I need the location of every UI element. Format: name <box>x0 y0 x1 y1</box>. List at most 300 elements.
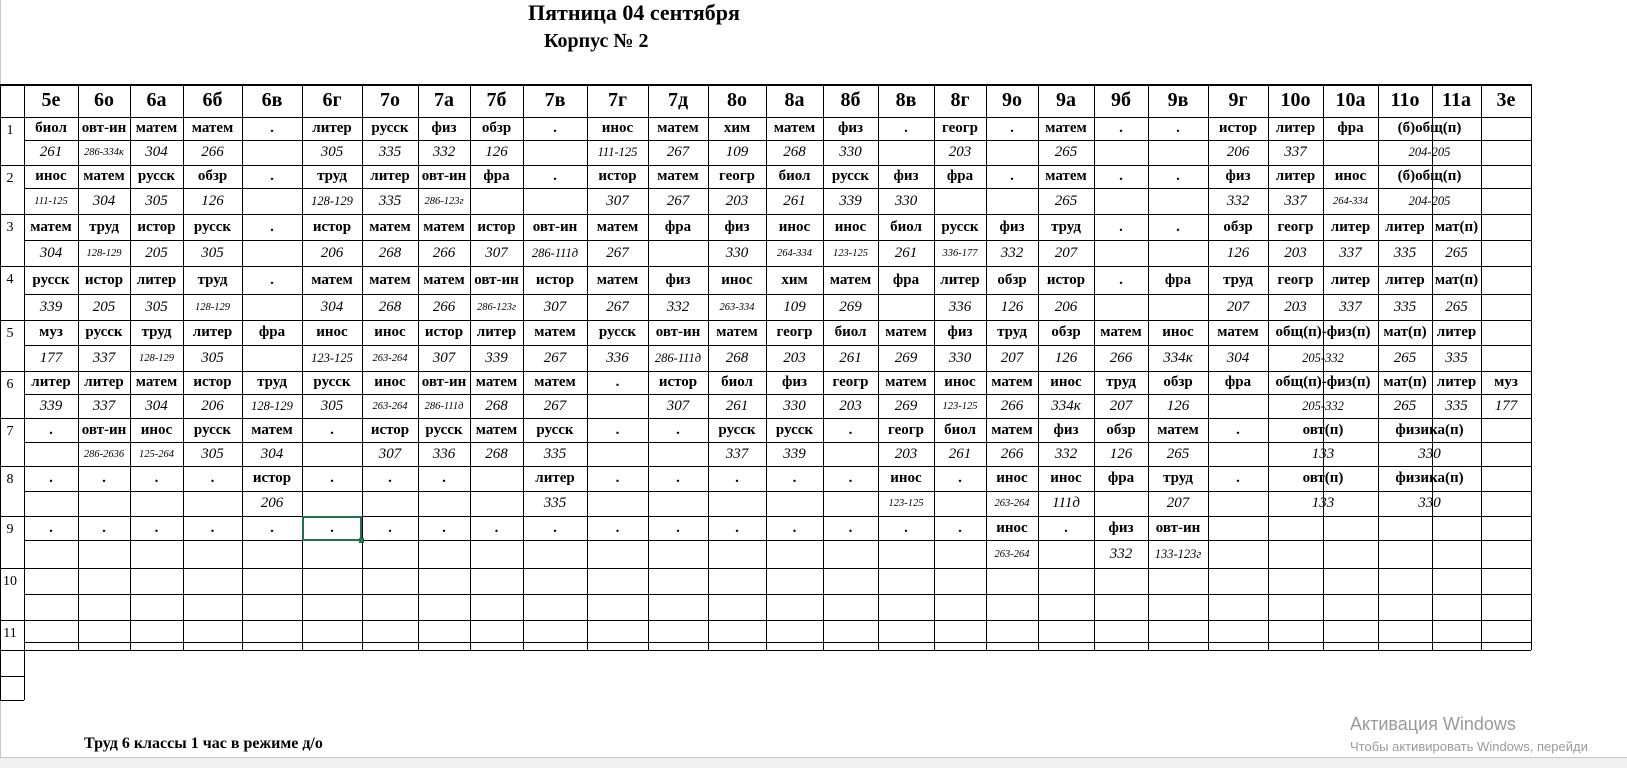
room-cell: 267 <box>666 144 690 160</box>
subject-cell: . <box>615 519 620 536</box>
subject-cell: . <box>848 421 853 438</box>
subject-cell: матем <box>773 120 816 136</box>
subject-cell: инос <box>316 324 348 340</box>
room-cell: 206 <box>1226 144 1250 160</box>
subject-cell: русск <box>775 421 814 438</box>
room-cell: 268 <box>378 298 402 315</box>
subject-cell: обзр <box>1051 324 1081 340</box>
subject-cell: овт-ин <box>474 271 519 288</box>
room-cell: 128-129 <box>139 352 174 364</box>
subject-cell: овт-ин <box>81 421 127 438</box>
room-cell: 263-264 <box>994 498 1030 509</box>
subject-cell: геогр <box>776 324 813 340</box>
room-cell: 330 <box>948 349 972 366</box>
room-cell: 207 <box>1109 397 1133 414</box>
room-cell: 267 <box>543 349 567 366</box>
room-cell: 330 <box>839 144 862 160</box>
subject-cell: фра <box>946 168 974 184</box>
class-header: 7в <box>544 89 566 111</box>
subject-cell: . <box>270 519 274 536</box>
subject-cell: геогр <box>888 421 924 438</box>
subject-cell: . <box>388 519 392 536</box>
room-cell: 261 <box>783 192 806 209</box>
subject-cell: инос <box>1162 324 1194 340</box>
subject-cell: инос <box>834 218 867 235</box>
subject-cell: инос <box>374 324 406 340</box>
room-cell: 126 <box>201 192 224 209</box>
subject-cell: . <box>1119 168 1123 184</box>
subject-cell: фра <box>258 324 286 340</box>
lesson-number: 2 <box>6 171 14 186</box>
room-cell: 267 <box>606 244 629 261</box>
room-cell: 269 <box>894 397 918 414</box>
subject-cell: инос <box>944 374 976 390</box>
room-cell: 207 <box>1000 349 1024 366</box>
subject-cell: физ <box>431 120 457 136</box>
subject-cell: русск <box>193 421 232 438</box>
room-cell: 307 <box>543 298 567 315</box>
subject-cell: русск <box>137 168 176 184</box>
room-cell: 207 <box>1226 298 1250 315</box>
subject-cell: мат(п) <box>1434 218 1479 235</box>
subject-cell: физ <box>893 168 919 184</box>
room-cell: 337 <box>1284 144 1307 160</box>
subject-cell: литер <box>1436 374 1477 390</box>
room-cell: 335 <box>1445 397 1468 414</box>
subject-cell: . <box>102 519 106 536</box>
subject-cell: овт-ин <box>532 218 578 235</box>
class-header: 6а <box>146 89 167 111</box>
subject-cell: русск <box>831 168 870 184</box>
subject-cell: истор <box>252 470 292 486</box>
room-cell: 332 <box>432 144 456 160</box>
subject-cell: . <box>1010 168 1014 184</box>
subject-cell: мат(п) <box>1434 271 1479 288</box>
room-cell: 335 <box>378 192 402 209</box>
class-header: 9г <box>1228 89 1248 111</box>
room-cell: 128-129 <box>86 247 122 259</box>
subject-cell: матем <box>534 374 576 390</box>
selected-cell[interactable] <box>302 516 362 541</box>
subject-cell: . <box>792 519 797 536</box>
room-cell: 304 <box>145 144 168 160</box>
subject-cell: литер <box>192 324 233 340</box>
class-header: 7б <box>486 89 507 111</box>
room-cell: 330 <box>1418 495 1441 511</box>
subject-cell: литер <box>1385 271 1425 288</box>
subject-cell: литер <box>535 470 575 486</box>
grid-vline <box>24 650 25 700</box>
subject-cell: физ <box>1225 168 1251 184</box>
room-cell: 337 <box>725 445 749 462</box>
subject-cell: фра <box>1107 470 1135 486</box>
class-header: 9а <box>1056 89 1076 111</box>
subject-cell: . <box>904 519 908 536</box>
class-header: 5е <box>41 89 61 111</box>
lesson-number: 3 <box>6 220 14 235</box>
subject-cell: . <box>494 519 499 536</box>
subject-cell: . <box>1064 519 1068 536</box>
subject-cell: хим <box>781 271 808 288</box>
room-cell: 336 <box>606 349 629 366</box>
subject-cell: геогр <box>832 374 869 390</box>
room-cell: 203 <box>1284 298 1307 315</box>
subject-cell: литер <box>84 374 124 390</box>
room-cell: 261 <box>839 349 862 366</box>
subject-cell: матем <box>135 120 178 136</box>
class-header: 11а <box>1442 89 1471 111</box>
room-cell: 206 <box>260 495 284 511</box>
room-cell: 266 <box>1000 397 1024 414</box>
room-cell: 177 <box>39 349 63 366</box>
subject-cell: . <box>102 470 106 486</box>
room-cell: 261 <box>894 244 918 261</box>
lesson-number: 1 <box>6 123 14 138</box>
subject-cell: матем <box>251 421 293 438</box>
class-header: 6в <box>261 89 283 111</box>
room-cell: 305 <box>320 397 344 414</box>
room-cell: 268 <box>378 244 402 261</box>
room-cell: 206 <box>1054 298 1078 315</box>
grid-hline <box>24 594 1531 595</box>
room-cell: 128-129 <box>195 301 230 313</box>
room-cell: 330 <box>894 192 918 209</box>
subject-cell: литер <box>1275 120 1316 136</box>
subject-cell: инос <box>890 470 922 486</box>
class-header: 8г <box>950 89 970 111</box>
subject-cell: инос <box>996 519 1028 536</box>
room-cell: 206 <box>201 397 224 414</box>
room-cell: 128-129 <box>251 398 293 413</box>
subject-cell: овт(п) <box>1302 470 1344 486</box>
subject-cell: овт(п) <box>1302 421 1344 438</box>
room-cell: 267 <box>606 298 629 315</box>
class-header: 9б <box>1111 89 1131 111</box>
room-cell: 339 <box>839 192 862 209</box>
subject-cell: русск <box>598 324 637 340</box>
room-cell: 265 <box>1393 349 1417 366</box>
room-cell: 286-111д <box>424 400 464 412</box>
room-cell: 207 <box>1166 495 1190 511</box>
room-cell: 111-125 <box>34 195 68 207</box>
room-cell: 335 <box>1445 349 1468 366</box>
subject-cell: труд <box>257 374 287 390</box>
room-cell: 123-125 <box>833 247 868 259</box>
subject-cell: фра <box>1337 120 1364 136</box>
subject-cell: матем <box>369 218 411 235</box>
subject-cell: фра <box>483 168 510 184</box>
subject-cell: матем <box>1045 168 1087 184</box>
subject-cell: биол <box>721 374 753 390</box>
subject-cell: мат(п) <box>1383 374 1427 390</box>
subject-cell: матем <box>991 421 1033 438</box>
subject-cell: матем <box>596 271 639 288</box>
subject-cell: литер <box>1275 168 1316 184</box>
subject-cell: . <box>615 470 620 486</box>
subject-cell: литер <box>1330 218 1371 235</box>
room-cell: 123-125 <box>942 400 978 412</box>
subject-cell: матем <box>534 324 576 340</box>
subject-cell: матем <box>475 374 518 390</box>
subject-cell: труд <box>997 324 1027 340</box>
grid-vline <box>1531 84 1532 650</box>
room-cell: 335 <box>1393 244 1417 261</box>
subject-cell: инос <box>1050 374 1082 390</box>
subject-cell: . <box>49 470 53 486</box>
subject-cell: матем <box>1217 324 1259 340</box>
page-title: Пятница 04 сентября <box>528 0 740 25</box>
lesson-number: 5 <box>6 326 14 341</box>
subject-cell: фра <box>1164 271 1192 288</box>
subject-cell: истор <box>1218 120 1258 136</box>
page-subtitle: Корпус № 2 <box>544 30 649 52</box>
subject-cell: литер <box>312 120 352 136</box>
room-cell: 334к <box>1163 349 1193 366</box>
room-cell: 263-264 <box>372 352 408 364</box>
room-cell: 286-334к <box>84 147 124 158</box>
lesson-number: 9 <box>6 522 14 537</box>
subject-cell: . <box>154 519 159 536</box>
room-cell: 133 <box>1311 495 1335 511</box>
room-cell: 204-205 <box>1408 145 1451 159</box>
grid-vline <box>1481 84 1482 650</box>
subject-cell: матем <box>83 168 125 184</box>
subject-cell: биол <box>35 120 67 136</box>
subject-cell: обзр <box>1106 421 1136 438</box>
room-cell: 305 <box>201 445 224 462</box>
subject-cell: мат(п) <box>1383 324 1427 340</box>
subject-cell: . <box>1176 168 1180 184</box>
subject-cell: . <box>958 519 962 536</box>
room-cell: 307 <box>666 397 690 414</box>
subject-cell: физика(п) <box>1395 421 1464 438</box>
room-cell: 203 <box>839 397 862 414</box>
subject-cell: геогр <box>1277 218 1314 235</box>
subject-cell: матем <box>1157 421 1199 438</box>
room-cell: 332 <box>1109 545 1133 562</box>
subject-cell: . <box>442 519 446 536</box>
subject-cell: (б)общ(п) <box>1397 120 1462 136</box>
subject-cell: . <box>1119 271 1123 288</box>
subject-cell: русск <box>193 218 232 235</box>
room-cell: 266 <box>432 298 456 315</box>
subject-cell: . <box>210 519 215 536</box>
room-cell: 207 <box>1054 244 1078 261</box>
subject-cell: труд <box>1051 218 1081 235</box>
room-cell: 205 <box>92 298 116 315</box>
room-cell: 337 <box>1339 298 1362 315</box>
room-cell: 266 <box>1000 445 1024 462</box>
subject-cell: литер <box>136 271 177 288</box>
subject-cell: . <box>1176 120 1180 136</box>
room-cell: 265 <box>1445 244 1468 261</box>
room-cell: 268 <box>725 349 749 366</box>
subject-cell: труд <box>1163 470 1193 486</box>
room-cell: 268 <box>485 397 508 414</box>
subject-cell: матем <box>829 271 872 288</box>
subject-cell: литер <box>370 168 410 184</box>
room-cell: 339 <box>485 349 508 366</box>
activation-subtitle: Чтобы активировать Windows, перейди <box>1350 739 1588 754</box>
subject-cell: матем <box>423 271 465 288</box>
subject-cell: . <box>904 120 908 136</box>
class-header: 6б <box>202 89 223 111</box>
subject-cell: общ(п)-физ(п) <box>1275 324 1371 340</box>
room-cell: 304 <box>145 397 168 414</box>
room-cell: 337 <box>92 349 116 366</box>
subject-cell: . <box>615 421 620 438</box>
room-cell: 269 <box>839 298 862 315</box>
subject-cell: матем <box>1100 324 1142 340</box>
lesson-number: 11 <box>3 626 17 641</box>
subject-cell: русск <box>718 421 756 438</box>
footnote: Труд 6 классы 1 час в режиме д/о <box>84 735 323 752</box>
class-header: 8о <box>727 89 747 111</box>
subject-cell: инос <box>1334 168 1367 184</box>
subject-cell: . <box>49 519 53 536</box>
subject-cell: обзр <box>1223 218 1253 235</box>
subject-cell: матем <box>369 271 411 288</box>
subject-cell: литер <box>940 271 980 288</box>
class-header: 7д <box>667 89 689 111</box>
room-cell: 261 <box>725 397 749 414</box>
room-cell: 268 <box>783 144 806 160</box>
room-cell: 203 <box>783 349 806 366</box>
subject-cell: . <box>442 470 446 486</box>
room-cell: 125-264 <box>139 448 174 460</box>
subject-cell: . <box>270 218 274 235</box>
subject-cell: матем <box>657 120 699 136</box>
room-cell: 286-123г <box>476 301 517 313</box>
subject-cell: . <box>553 168 557 184</box>
subject-cell: биол <box>778 168 811 184</box>
subject-cell: матем <box>1045 120 1087 136</box>
room-cell: 265 <box>1054 144 1078 160</box>
room-cell: 265 <box>1445 298 1468 315</box>
subject-cell: овт-ин <box>1155 519 1201 536</box>
class-header: 7г <box>607 89 628 111</box>
room-cell: 126 <box>1054 349 1078 366</box>
room-cell: 330 <box>725 244 749 261</box>
subject-cell: геогр <box>719 168 755 184</box>
subject-cell: матем <box>191 120 234 136</box>
subject-cell: физ <box>999 218 1025 235</box>
subject-cell: . <box>330 519 334 536</box>
room-cell: 111-125 <box>597 145 638 159</box>
subject-cell: . <box>1119 120 1123 136</box>
room-cell: 264-334 <box>777 247 812 259</box>
subject-cell: биол <box>890 218 922 235</box>
grid-hline <box>24 540 1531 541</box>
subject-cell: . <box>676 470 680 486</box>
room-cell: 334к <box>1051 397 1081 414</box>
subject-cell: . <box>848 470 853 486</box>
subject-cell: физ <box>1108 519 1134 536</box>
subject-cell: инос <box>374 374 406 390</box>
subject-cell: инос <box>721 271 753 288</box>
room-cell: 332 <box>1054 445 1078 462</box>
subject-cell: обзр <box>1163 374 1193 390</box>
subject-cell: . <box>848 519 853 536</box>
subject-cell: . <box>270 271 274 288</box>
subject-cell: истор <box>193 374 232 390</box>
subject-cell: физ <box>837 120 864 136</box>
subject-cell: овт-ин <box>421 374 467 390</box>
subject-cell: . <box>270 168 274 184</box>
subject-cell: литер <box>476 324 517 340</box>
subject-cell: инос <box>140 421 173 438</box>
subject-cell: . <box>270 120 274 136</box>
subject-cell: . <box>1119 218 1123 235</box>
subject-cell: русск <box>536 421 574 438</box>
room-cell: 304 <box>39 244 63 261</box>
room-cell: 266 <box>201 144 224 160</box>
room-cell: 266 <box>1109 349 1133 366</box>
subject-cell: . <box>1236 470 1240 486</box>
lesson-number: 8 <box>6 472 14 487</box>
subject-cell: инос <box>35 168 67 184</box>
class-header: 6г <box>322 89 342 111</box>
class-header: 9в <box>1167 89 1189 111</box>
activation-title: Активация Windows <box>1350 714 1516 734</box>
subject-cell: русск <box>85 324 123 340</box>
grid-hline <box>0 700 24 701</box>
subject-cell: труд <box>197 271 228 288</box>
subject-cell: матем <box>30 218 72 235</box>
subject-cell: литер <box>1385 218 1425 235</box>
room-cell: 203 <box>1284 244 1307 261</box>
subject-cell: . <box>1176 218 1180 235</box>
subject-cell: геогр <box>1277 271 1314 288</box>
subject-cell: истор <box>84 271 124 288</box>
grid-hline <box>0 650 1531 651</box>
class-header: 3е <box>1496 89 1516 111</box>
room-cell: 206 <box>320 244 344 261</box>
room-cell: 203 <box>894 445 918 462</box>
subject-cell: . <box>210 470 215 486</box>
room-cell: 304 <box>320 298 344 315</box>
room-cell: 304 <box>260 445 284 462</box>
room-cell: 286-123г <box>424 195 464 207</box>
room-cell: 126 <box>1226 244 1250 261</box>
room-cell: 286-2636 <box>83 448 125 460</box>
class-header: 8в <box>895 89 917 111</box>
class-header: 6о <box>94 89 114 111</box>
subject-cell: физика(п) <box>1395 470 1464 486</box>
room-cell: 123-125 <box>311 350 353 365</box>
room-cell: 265 <box>1054 192 1078 209</box>
room-cell: 133 <box>1311 445 1335 462</box>
subject-cell: овт-ин <box>655 324 701 340</box>
room-cell: 305 <box>145 192 168 209</box>
subject-cell: литер <box>1330 271 1371 288</box>
sheet-tab-bar[interactable] <box>0 757 1627 768</box>
subject-cell: матем <box>423 218 465 235</box>
subject-cell: физ <box>1053 421 1079 438</box>
subject-cell: геогр <box>942 120 978 136</box>
subject-cell: биол <box>834 324 867 340</box>
class-header: 10о <box>1280 89 1311 111</box>
subject-cell: труд <box>1106 374 1136 390</box>
subject-cell: . <box>1010 120 1014 136</box>
class-header: 10а <box>1335 89 1366 111</box>
subject-cell: фра <box>1224 374 1252 390</box>
room-cell: 305 <box>145 298 168 315</box>
room-cell: 335 <box>1393 298 1417 315</box>
room-cell: 304 <box>1226 349 1250 366</box>
room-cell: 204-205 <box>1408 193 1451 208</box>
subject-cell: матем <box>991 374 1033 390</box>
